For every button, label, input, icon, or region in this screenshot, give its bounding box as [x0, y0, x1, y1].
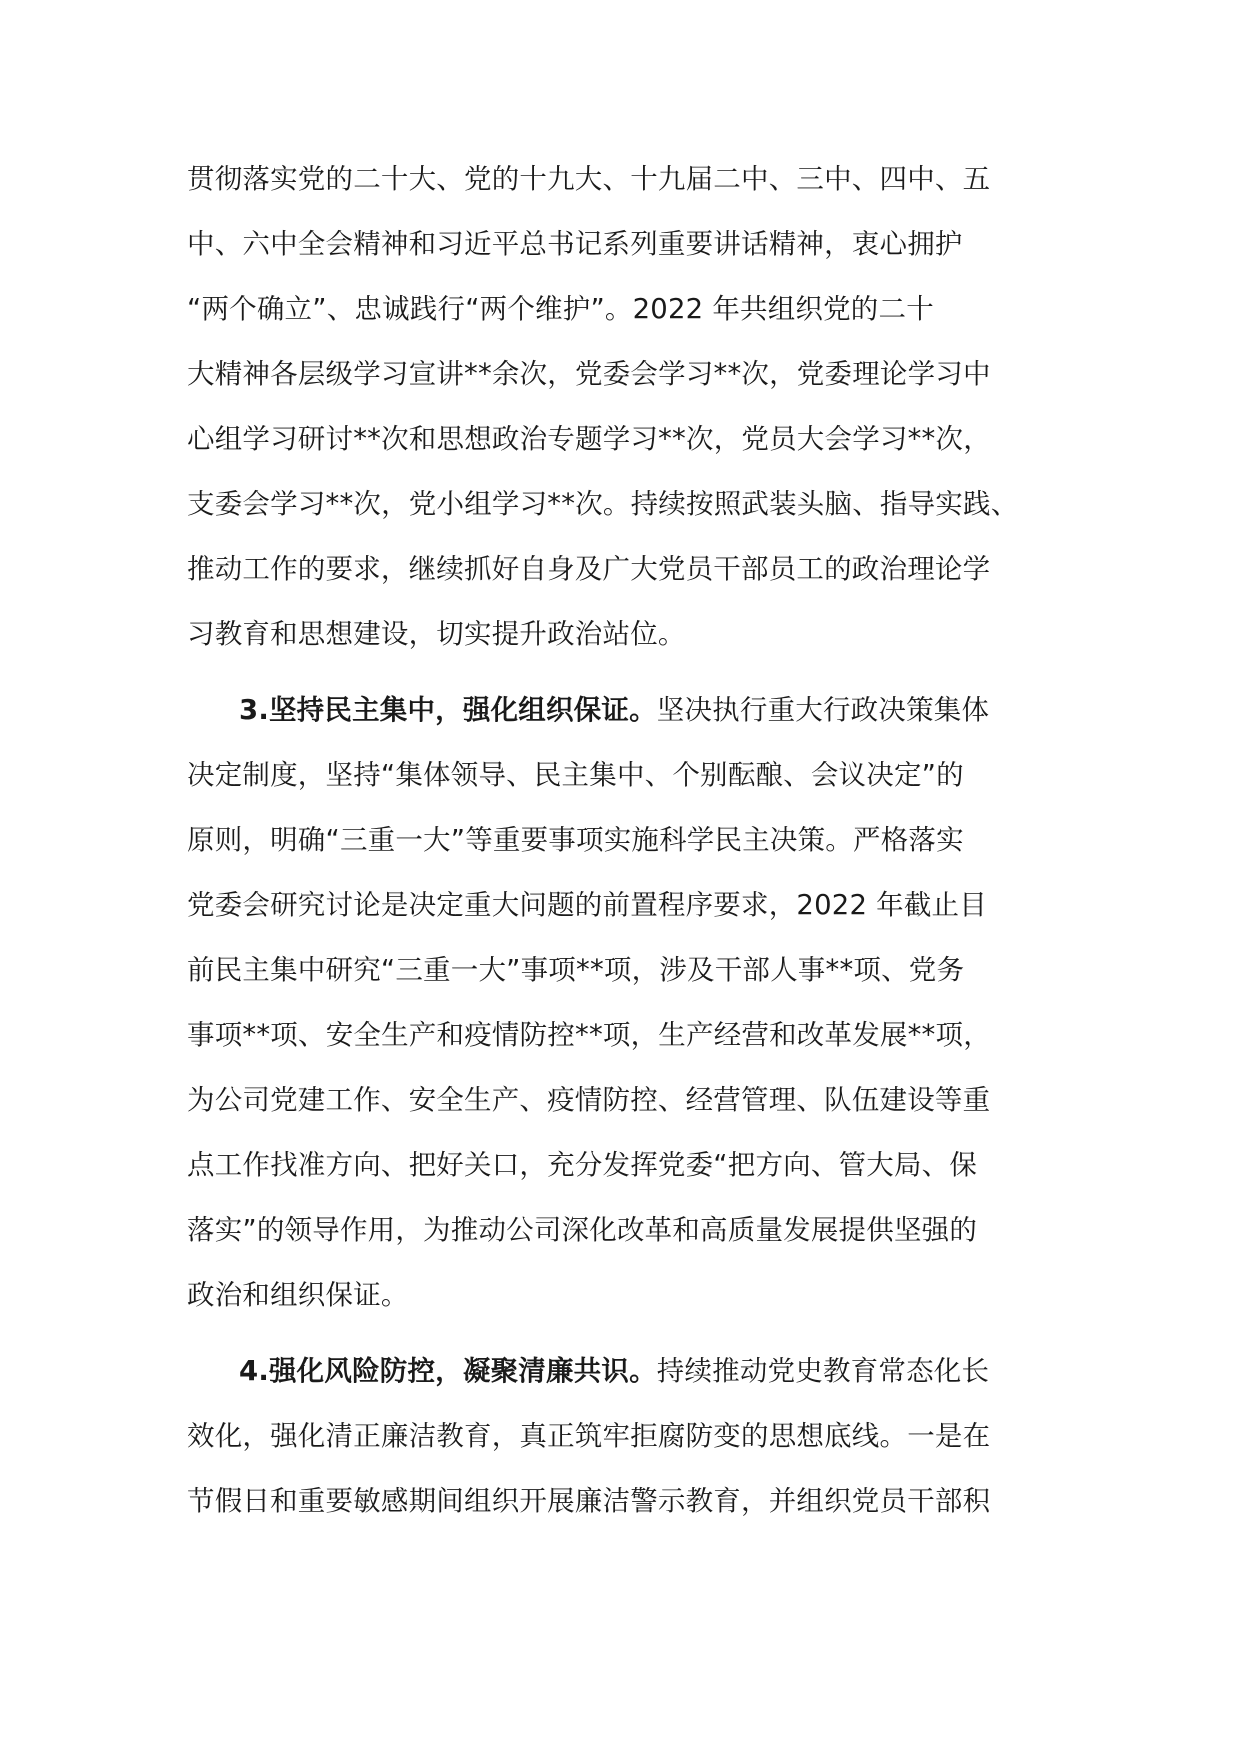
- paragraph-line: 推动工作的要求，继续抓好自身及广大党员干部员工的政治理论学: [187, 553, 991, 585]
- paragraph-line: 效化，强化清正廉洁教育，真正筑牢拒腐防变的思想底线。一是在: [187, 1420, 991, 1452]
- section-heading: 4.强化风险防控，凝聚清廉共识。: [239, 1355, 657, 1387]
- paragraph-line: 党委会研究讨论是决定重大问题的前置程序要求，2022 年截止目: [187, 889, 987, 921]
- paragraph-line: 决定制度，坚持“集体领导、民主集中、个别酝酿、会议决定”的: [187, 759, 964, 791]
- paragraph-line: 事项**项、安全生产和疫情防控**项，生产经营和改革发展**项，: [187, 1019, 991, 1051]
- paragraph-line: 原则，明确“三重一大”等重要事项实施科学民主决策。严格落实: [187, 824, 964, 856]
- paragraph-line: 支委会学习**次，党小组学习**次。持续按照武装头脑、指导实践、: [187, 488, 1019, 520]
- paragraph-line: 大精神各层级学习宣讲**余次，党委会学习**次，党委理论学习中: [187, 358, 991, 390]
- paragraph-line: 节假日和重要敏感期间组织开展廉洁警示教育，并组织党员干部积: [187, 1485, 991, 1517]
- paragraph-line: 落实”的领导作用，为推动公司深化改革和高质量发展提供坚强的: [187, 1214, 978, 1246]
- paragraph-2: [187, 678, 1057, 1328]
- paragraph-text: 持续推动党史教育常态化长: [656, 1355, 990, 1387]
- paragraph-line: 心组学习研讨**次和思想政治专题学习**次，党员大会学习**次，: [187, 423, 991, 455]
- paragraph-line: 点工作找准方向、把好关口，充分发挥党委“把方向、管大局、保: [187, 1149, 978, 1181]
- paragraph-line: 为公司党建工作、安全生产、疫情防控、经营管理、队伍建设等重: [187, 1084, 991, 1116]
- paragraph-first-line: [187, 678, 1057, 743]
- paragraph-line: 中、六中全会精神和习近平总书记系列重要讲话精神，衷心拥护: [187, 228, 963, 260]
- paragraph-line: 政治和组织保证。: [187, 1279, 409, 1311]
- paragraph-line: 前民主集中研究“三重一大”事项**项，涉及干部人事**项、党务: [187, 954, 965, 986]
- paragraph-line: 习教育和思想建设，切实提升政治站位。: [187, 618, 686, 650]
- paragraph-1: [187, 147, 1057, 667]
- section-heading: 3.坚持民主集中，强化组织保证。: [239, 694, 657, 726]
- paragraph-text: 坚决执行重大行政决策集体: [656, 694, 990, 726]
- paragraph-line: 贯彻落实党的二十大、党的十九大、十九届二中、三中、四中、五: [187, 163, 991, 195]
- document-body: [187, 147, 1057, 1534]
- paragraph-first-line: [187, 1339, 1057, 1404]
- paragraph-3: [187, 1339, 1057, 1534]
- paragraph-line: “两个确立”、忠诚践行“两个维护”。2022 年共组织党的二十: [187, 293, 934, 325]
